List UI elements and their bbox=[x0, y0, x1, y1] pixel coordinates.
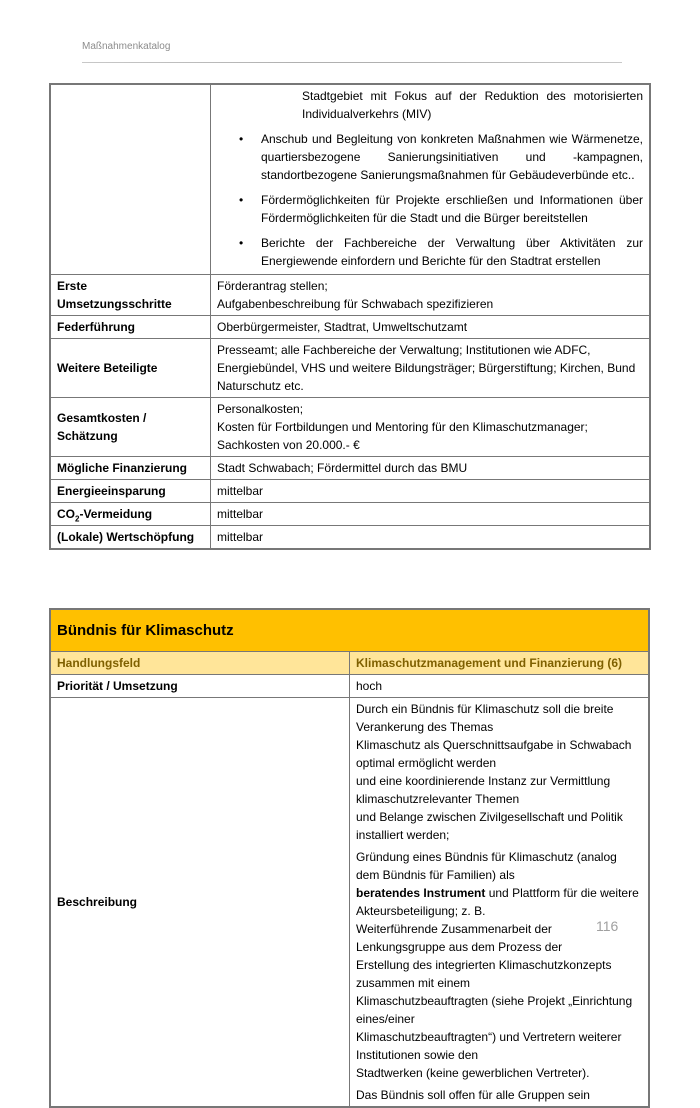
row-value: Stadt Schwabach; Fördermittel durch das BMU bbox=[211, 457, 651, 480]
row-value: mittelbar bbox=[211, 526, 651, 550]
measure-title-row bbox=[50, 609, 649, 652]
continued-measure-table bbox=[49, 83, 651, 550]
list-item: • Berichte der Fachbereiche der Verwaltung über Aktivitäten zur Energiewende einfordern und Berichte für den Stadtrat erstellen bbox=[239, 236, 643, 268]
bullet-icon: • bbox=[239, 193, 244, 207]
description-paragraph-1: Durch ein Bündnis für Klimaschutz soll die breite Verankerung des Themas Klimaschutz als Querschnittsaufgabe in Schwabach optimal ermöglicht werden und eine koordinierende Instanz zur Vermittlung klimaschutzrelevanter Themen und Belange zwischen Zivilgesellschaft und Politik installiert werden; bbox=[356, 702, 632, 842]
bullet-icon: • bbox=[239, 236, 244, 250]
table-row bbox=[50, 339, 650, 398]
row-label: (Lokale) Wertschöpfung bbox=[50, 526, 211, 550]
row-label: Federführung bbox=[50, 316, 211, 339]
row-label: Gesamtkosten / Schätzung bbox=[50, 398, 211, 457]
list-item: • Fördermöglichkeiten für Projekte erschließen und Informationen über Fördermöglichkeiten für die Stadt und die Bürger bereitstellen bbox=[239, 193, 643, 225]
bullet-list-cell bbox=[211, 84, 651, 275]
handlungsfeld-label: Handlungsfeld bbox=[50, 652, 350, 675]
row-value: mittelbar bbox=[211, 480, 651, 503]
table-row bbox=[50, 275, 650, 316]
table-row bbox=[50, 698, 649, 1108]
row-value: Förderantrag stellen; Aufgabenbeschreibung für Schwabach spezifizieren bbox=[211, 275, 651, 316]
row-label: Energieeinsparung bbox=[50, 480, 211, 503]
table-row bbox=[50, 84, 650, 275]
row-label: Erste Umsetzungsschritte bbox=[50, 275, 211, 316]
priority-value: hoch bbox=[350, 675, 650, 698]
measure-title: Bündnis für Klimaschutz bbox=[50, 609, 649, 652]
row-label: Weitere Beteiligte bbox=[50, 339, 211, 398]
row-value: Oberbürgermeister, Stadtrat, Umweltschutzamt bbox=[211, 316, 651, 339]
table-row bbox=[50, 398, 650, 457]
measures-bullet-list bbox=[217, 130, 643, 270]
table-row bbox=[50, 675, 649, 698]
priority-label: Priorität / Umsetzung bbox=[50, 675, 350, 698]
row-value: Personalkosten; Kosten für Fortbildungen und Mentoring für den Klimaschutzmanager; Sachkosten von 20.000.- € bbox=[211, 398, 651, 457]
list-item: • Anschub und Begleitung von konkreten Maßnahmen wie Wärmenetze, quartiersbezogene Sanierungsinitiativen und -kampagnen, standortbezogene Sanierungsmaßnahmen für Gebäudeverbünde etc.. bbox=[239, 132, 643, 182]
table-row bbox=[50, 316, 650, 339]
description-paragraph-2: Gründung eines Bündnis für Klimaschutz (analog dem Bündnis für Familien) als beratendes Instrument und Plattform für die weitere Akteursbeteiligung; z. B. Weiterführende Zusammenarbeit der Lenkungsgruppe aus dem Prozess der Erstellung des integrierten Klimaschutzkonzepts zusammen mit einem Klimaschutzbeauftragten (siehe Projekt „Einrichtung eines/einer Klimaschutzbeauftragten“) und Vertretern weiterer Institutionen sowie den Stadtwerken (keine gewerblichen Vertreter). bbox=[356, 850, 639, 1080]
bullet-icon: • bbox=[239, 132, 244, 146]
running-header: Maßnahmenkatalog bbox=[82, 41, 171, 52]
handlungsfeld-value: Klimaschutzmanagement und Finanzierung (6) bbox=[350, 652, 650, 675]
row-label: Mögliche Finanzierung bbox=[50, 457, 211, 480]
handlungsfeld-row bbox=[50, 652, 649, 675]
table-row bbox=[50, 503, 650, 526]
row-value: mittelbar bbox=[211, 503, 651, 526]
header-divider bbox=[82, 62, 622, 63]
continued-text: Stadtgebiet mit Fokus auf der Reduktion des motorisierten Individualverkehrs (MIV) bbox=[302, 89, 643, 121]
table-row bbox=[50, 457, 650, 480]
measure-table bbox=[49, 608, 650, 1108]
table-row bbox=[50, 480, 650, 503]
description-value bbox=[350, 698, 650, 1108]
row-value: Presseamt; alle Fachbereiche der Verwaltung; Institutionen wie ADFC, Energiebündel, VHS und weitere Bildungsträger; Bürgerstiftung; Kirchen, Bund Naturschutz etc. bbox=[211, 339, 651, 398]
description-label: Beschreibung bbox=[50, 698, 350, 1108]
empty-label-cell bbox=[50, 84, 211, 275]
table-row bbox=[50, 526, 650, 550]
row-label: $CO_2$-Vermeidung bbox=[50, 503, 211, 526]
description-paragraph-3: Das Bündnis soll offen für alle Gruppen sein bbox=[356, 1088, 590, 1102]
page-number: 116 bbox=[596, 918, 619, 934]
